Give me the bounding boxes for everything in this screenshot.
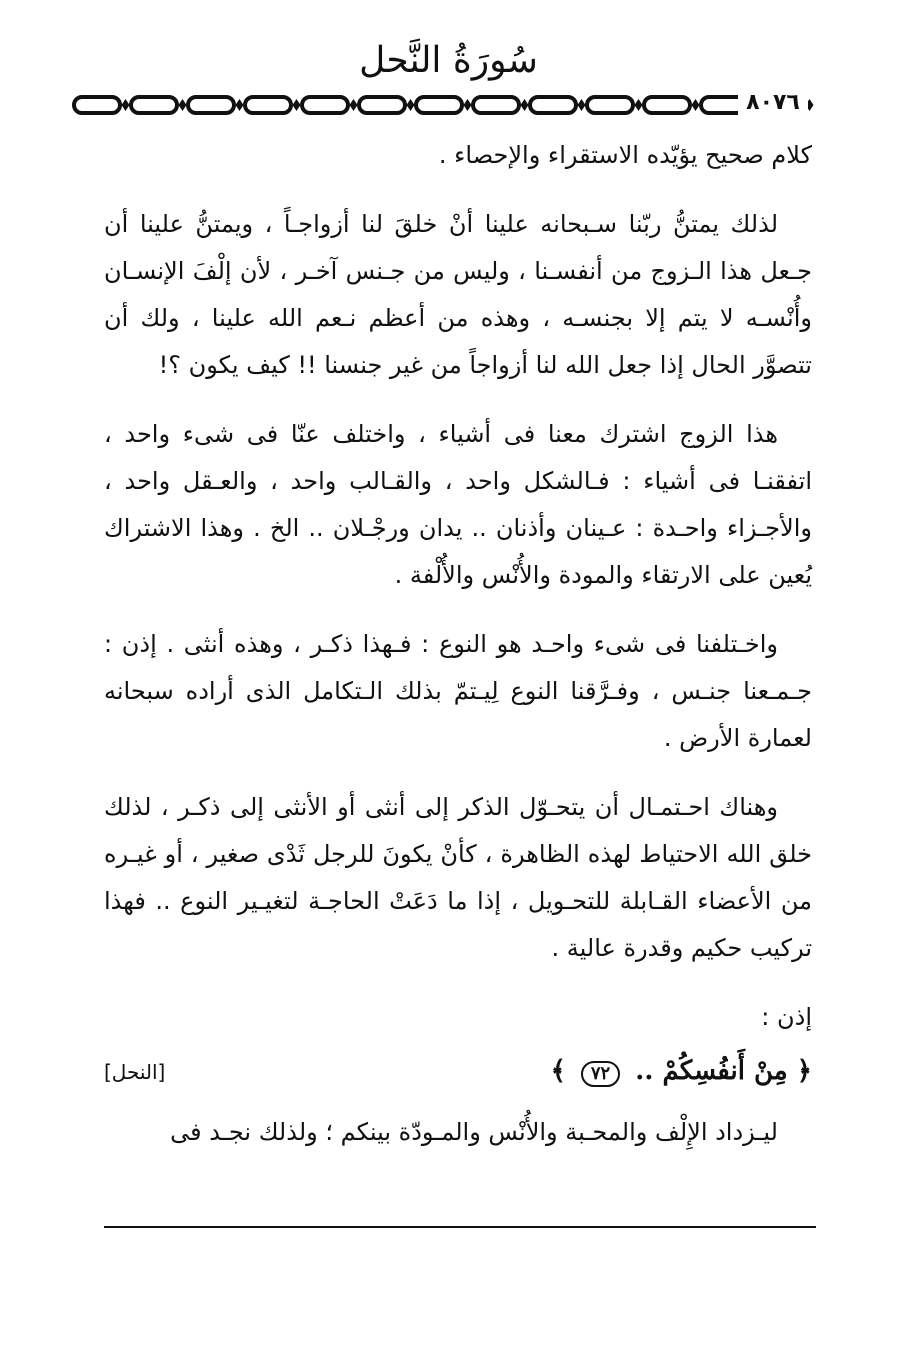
ornament-link bbox=[587, 97, 633, 113]
verse-reference: [النحل] bbox=[104, 1060, 166, 1084]
ornament-diamond bbox=[635, 99, 643, 111]
ayah-number-badge: ٧٢ bbox=[581, 1061, 620, 1087]
paragraph-2: لذلك يمتنُّ ربّنا سـبحانه علينا أنْ خلقَ لنا أزواجـاً ، ويمتنُّ علينا أن جـعل هذا الـزوج من أنفسـنا ، وليس من جـنس آخـر ، لأن إلْفَ الإنسـان وأُنْسـه لا يتم إلا بجنسـه ، وهذه من أعظم نـعم الله علينا ، ولك أن تتصوَّر الحال إذا جعل الله لنا أزواجاً من غير جنسنا !! كيف يكون ؟! bbox=[104, 210, 812, 379]
verse-close-bracket: ﴾ bbox=[550, 1056, 566, 1086]
idhan-label: إذن : bbox=[761, 1003, 812, 1031]
ornament-link bbox=[416, 97, 462, 113]
quran-verse-row bbox=[104, 1043, 812, 1099]
ornament-link bbox=[74, 97, 120, 113]
ornament-diamond bbox=[236, 99, 244, 111]
ornament-diamond bbox=[179, 99, 187, 111]
ornament-link bbox=[188, 97, 234, 113]
ornament-link bbox=[302, 97, 348, 113]
ornament-link bbox=[131, 97, 177, 113]
ornament-link bbox=[644, 97, 690, 113]
ornament-link bbox=[473, 97, 519, 113]
page-number: ٨٠٧٦ bbox=[738, 88, 808, 118]
body-text bbox=[104, 132, 812, 1178]
paragraph-1: كلام صحيح يؤيّده الاستقراء والإحصاء . bbox=[438, 141, 812, 169]
verse-text: مِنْ أَنفُسِكُمْ .. bbox=[635, 1056, 788, 1086]
paragraph-5: وهناك احـتمـال أن يتحـوّل الذكر إلى أنثى أو الأنثى إلى ذكـر ، لذلك خلق الله الاحتياط لهذه الظاهرة ، كأنْ يكونَ للرجل ثَدْى صغير ، أو غيـره من الأعضاء القـابلة للتحـويل ، إذا ما دَعَتْ الحاجـة لتغيـير النوع .. فهذا تركيب حكيم وقدرة عالية . bbox=[104, 793, 812, 962]
ornament-diamond bbox=[578, 99, 586, 111]
ornament-diamond bbox=[407, 99, 415, 111]
ornament-diamond bbox=[293, 99, 301, 111]
ornament-diamond bbox=[350, 99, 358, 111]
paragraph-3: هذا الزوج اشترك معنا فى أشياء ، واختلف عنّا فى شىء واحد ، اتفقنـا فى أشياء : فـالشكل واحد ، والقـالب واحد ، والعـقل واحد ، والأجـزاء واحـدة : عـينان وأذنان .. يدان ورجْـلان .. الخ . وهذا الاشتراك يُعين على الارتقاء والمودة والأُنْس والأُلْفة . bbox=[104, 420, 812, 589]
ornament-link bbox=[530, 97, 576, 113]
footnote-divider bbox=[104, 1226, 816, 1228]
ornament-link bbox=[359, 97, 405, 113]
verse-open-bracket: ﴿ bbox=[796, 1056, 812, 1086]
surah-title: سُورَةُ النَّحل bbox=[359, 40, 538, 81]
quran-verse bbox=[551, 1049, 812, 1093]
ornament-diamond bbox=[692, 99, 700, 111]
paragraph-4: واخـتلفنا فى شىء واحـد هو النوع : فـهذا ذكـر ، وهذه أنثى . إذن : جـمـعنا جنـس ، وفـرَّقنا النوع لِيـتمّ بذلك الـتكامل الذى أراده سبحانه لعمارة الأرض . bbox=[104, 630, 812, 752]
ornament-diamond bbox=[521, 99, 529, 111]
ornament-diamond bbox=[122, 99, 130, 111]
ornament-diamond bbox=[464, 99, 472, 111]
last-paragraph: ليـزداد الإِلْف والمحـبة والأُنْس والمـودّة بينكم ؛ ولذلك نجـد فى bbox=[170, 1118, 778, 1146]
ornament-link bbox=[245, 97, 291, 113]
header-ornament-band bbox=[72, 92, 842, 118]
